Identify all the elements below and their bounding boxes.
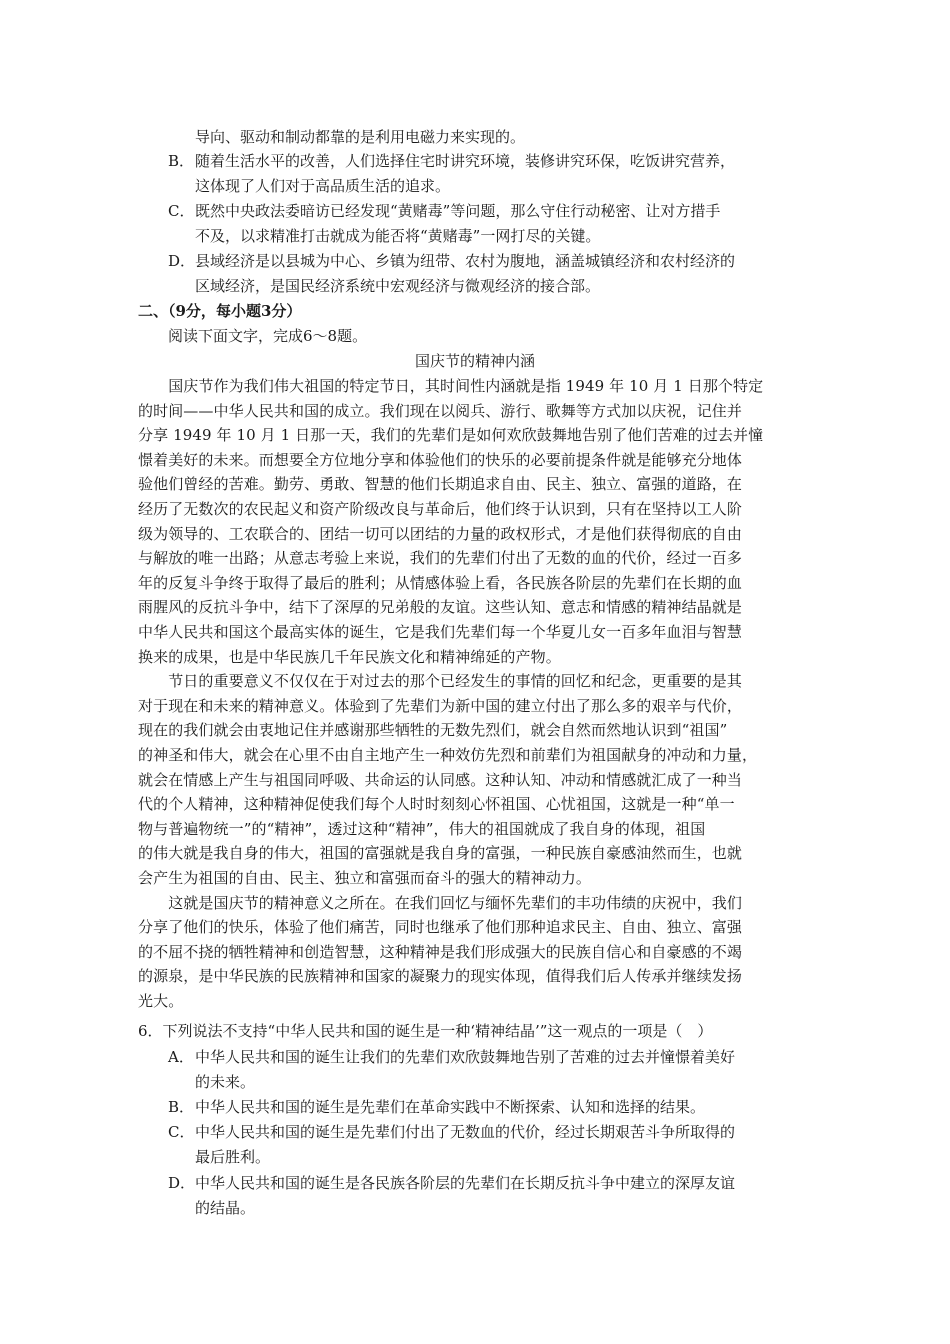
- option-d-cont: [0, 1195, 950, 1221]
- prev-option-d-line-1: 县域经济是以县城为中心、乡镇为纽带、农村为腹地，涵盖城镇经济和农村经济的: [195, 252, 736, 270]
- passage-line: [0, 988, 950, 1014]
- prev-option-c-cont: [0, 223, 950, 249]
- prev-option-b: [0, 148, 950, 174]
- option-c-cont: [0, 1144, 950, 1170]
- passage-line-text: 物与普遍物统一”的“精神”，透过这种“精神”，伟大的祖国就成了我自身的体现，祖国: [138, 820, 706, 838]
- passage-line-text: 光大。: [138, 992, 184, 1010]
- passage-line: [0, 422, 950, 448]
- prev-option-c-label: C．: [168, 202, 195, 220]
- passage-line: [0, 939, 950, 965]
- passage-line-text: 的源泉，是中华民族的民族精神和国家的凝聚力的现实体现，值得我们后人传承并继续发扬: [138, 967, 743, 985]
- passage-line: [0, 865, 950, 891]
- option-d[interactable]: [0, 1170, 950, 1196]
- passage-line: [0, 447, 950, 473]
- prev-option-d-label: D．: [168, 252, 196, 270]
- passage-line: [0, 742, 950, 768]
- passage-line: [0, 398, 950, 424]
- passage-line: [0, 570, 950, 596]
- option-a-line-1: 中华人民共和国的诞生让我们的先辈们欢欣鼓舞地告别了苦难的过去并憧憬着美好: [195, 1048, 736, 1066]
- passage-line: [0, 791, 950, 817]
- passage-line: [0, 521, 950, 547]
- option-c-line-2: 最后胜利。: [195, 1148, 271, 1166]
- option-c-label: C．: [168, 1123, 195, 1141]
- passage-line-text: 年的反复斗争终于取得了最后的胜利；从情感体验上看，各民族各阶层的先辈们在长期的血: [138, 574, 743, 592]
- option-b-line-1: 中华人民共和国的诞生是先辈们在革命实践中不断探索、认知和选择的结果。: [195, 1098, 706, 1116]
- passage-line: [0, 373, 950, 399]
- passage-line-text: 经历了无数次的农民起义和资产阶级改良与革命后，他们终于认识到，只有在坚持以工人阶: [138, 500, 743, 518]
- passage-line-text: 分享 1949 年 10 月 1 日那一天，我们的先辈们是如何欢欣鼓舞地告别了他们苦难的过去并憧: [138, 426, 764, 444]
- prev-option-c-line-1: 既然中央政法委暗访已经发现“黄赌毒”等问题，那么守住行动秘密、让对方措手: [195, 202, 721, 220]
- prev-option-continuation: [0, 124, 950, 150]
- passage-line-text: 憬着美好的未来。而想要全方位地分享和体验他们的快乐的必要前提条件就是能够充分地体: [138, 451, 743, 469]
- passage-line: [0, 767, 950, 793]
- passage-line: [0, 644, 950, 670]
- option-d-line-2: 的结晶。: [195, 1199, 256, 1217]
- prev-option-b-cont: [0, 173, 950, 199]
- passage-line-text: 这就是国庆节的精神意义之所在。在我们回忆与缅怀先辈们的丰功伟绩的庆祝中，我们: [138, 894, 743, 912]
- option-a[interactable]: [0, 1044, 950, 1070]
- passage-line-text: 会产生为祖国的自由、民主、独立和富强而奋斗的强大的精神动力。: [138, 869, 592, 887]
- prev-option-b-label: B．: [168, 152, 195, 170]
- passage-line-text: 换来的成果，也是中华民族几千年民族文化和精神绵延的产物。: [138, 648, 561, 666]
- passage-line-text: 的伟大就是我自身的伟大，祖国的富强就是我自身的富强，一种民族自豪感油然而生，也就: [138, 844, 743, 862]
- passage-line-text: 国庆节作为我们伟大祖国的特定节日，其时间性内涵就是指 1949 年 10 月 1 日那个特定: [138, 377, 764, 395]
- passage-line-text: 代的个人精神，这种精神促使我们每个人时时刻刻心怀祖国、心忧祖国，这就是一种“单一: [138, 795, 735, 813]
- passage-line-text: 验他们曾经的苦难。勤劳、勇敢、智慧的他们长期追求自由、民主、独立、富强的道路，在: [138, 475, 743, 493]
- option-c[interactable]: [0, 1119, 950, 1145]
- passage-line: [0, 816, 950, 842]
- prev-option-d: [0, 248, 950, 274]
- passage-line-text: 节日的重要意义不仅仅在于对过去的那个已经发生的事情的回忆和纪念，更重要的是其: [138, 672, 743, 690]
- prev-option-c: [0, 198, 950, 224]
- section-heading: 二、（9分，每小题3分）: [138, 302, 302, 320]
- passage-line: [0, 914, 950, 940]
- passage-line: [0, 693, 950, 719]
- passage-line-text: 分享了他们的快乐，体验了他们痛苦，同时也继承了他们那种追求民主、自由、独立、富强: [138, 918, 743, 936]
- passage-line-text: 现在的我们就会由衷地记住并感谢那些牺牲的无数先烈们，就会自然而然地认识到“祖国”: [138, 721, 728, 739]
- prev-option-b-line-2: 这体现了人们对于高品质生活的追求。: [195, 177, 451, 195]
- passage-line: [0, 668, 950, 694]
- prev-option-a-line-2: 导向、驱动和制动都靠的是利用电磁力来实现的。: [195, 128, 526, 146]
- prev-option-d-line-2: 区域经济，是国民经济系统中宏观经济与微观经济的接合部。: [195, 277, 601, 295]
- option-a-line-2: 的未来。: [195, 1073, 256, 1091]
- section-instruction: 阅读下面文字，完成6～8题。: [168, 327, 368, 345]
- passage-line: [0, 619, 950, 645]
- passage-line-text: 中华人民共和国这个最高实体的诞生，它是我们先辈们每一个华夏儿女一百多年血泪与智慧: [138, 623, 743, 641]
- prev-option-d-cont: [0, 273, 950, 299]
- option-d-label: D．: [168, 1174, 196, 1192]
- passage-line: [0, 840, 950, 866]
- prev-option-b-line-1: 随着生活水平的改善，人们选择住宅时讲究环境，装修讲究环保，吃饭讲究营养，: [195, 152, 736, 170]
- option-b[interactable]: [0, 1094, 950, 1120]
- passage-line-text: 雨腥风的反抗斗争中，结下了深厚的兄弟般的友谊。这些认知、意志和情感的精神结晶就是: [138, 598, 743, 616]
- passage-line-text: 对于现在和未来的精神意义。体验到了先辈们为新中国的建立付出了那么多的艰辛与代价，: [138, 697, 743, 715]
- passage-line-text: 的不屈不挠的牺牲精神和创造智慧，这种精神是我们形成强大的民族自信心和自豪感的不竭: [138, 943, 743, 961]
- passage-line: [0, 963, 950, 989]
- passage-line-text: 就会在情感上产生与祖国同呼吸、共命运的认同感。这种认知、冲动和情感就汇成了一种当: [138, 771, 743, 789]
- passage-line: [0, 545, 950, 571]
- option-a-cont: [0, 1069, 950, 1095]
- passage-line-text: 的神圣和伟大，就会在心里不由自主地产生一种效仿先烈和前辈们为祖国献身的冲动和力量，: [138, 746, 758, 764]
- prev-option-c-line-2: 不及，以求精准打击就成为能否将“黄赌毒”一网打尽的关键。: [195, 227, 601, 245]
- passage-line-text: 与解放的唯一出路；从意志考验上来说，我们的先辈们付出了无数的血的代价，经过一百多: [138, 549, 743, 567]
- option-b-label: B．: [168, 1098, 195, 1116]
- option-c-line-1: 中华人民共和国的诞生是先辈们付出了无数血的代价，经过长期艰苦斗争所取得的: [195, 1123, 736, 1141]
- passage-line-text: 级为领导的、工农联合的、团结一切可以团结的力量的政权形式，才是他们获得彻底的自由: [138, 525, 743, 543]
- question-6-stem: 6．下列说法不支持“中华人民共和国的诞生是一种‘精神结晶’”这一观点的一项是（ ）: [138, 1022, 713, 1040]
- option-d-line-1: 中华人民共和国的诞生是各民族各阶层的先辈们在长期反抗斗争中建立的深厚友谊: [195, 1174, 736, 1192]
- passage-line: [0, 471, 950, 497]
- passage-line: [0, 496, 950, 522]
- passage-line: [0, 717, 950, 743]
- option-a-label: A．: [168, 1048, 194, 1066]
- passage-line-text: 的时间——中华人民共和国的成立。我们现在以阅兵、游行、歌舞等方式加以庆祝，记住并: [138, 402, 743, 420]
- passage-line: [0, 594, 950, 620]
- passage-title: 国庆节的精神内涵: [414, 352, 535, 370]
- passage-line: [0, 890, 950, 916]
